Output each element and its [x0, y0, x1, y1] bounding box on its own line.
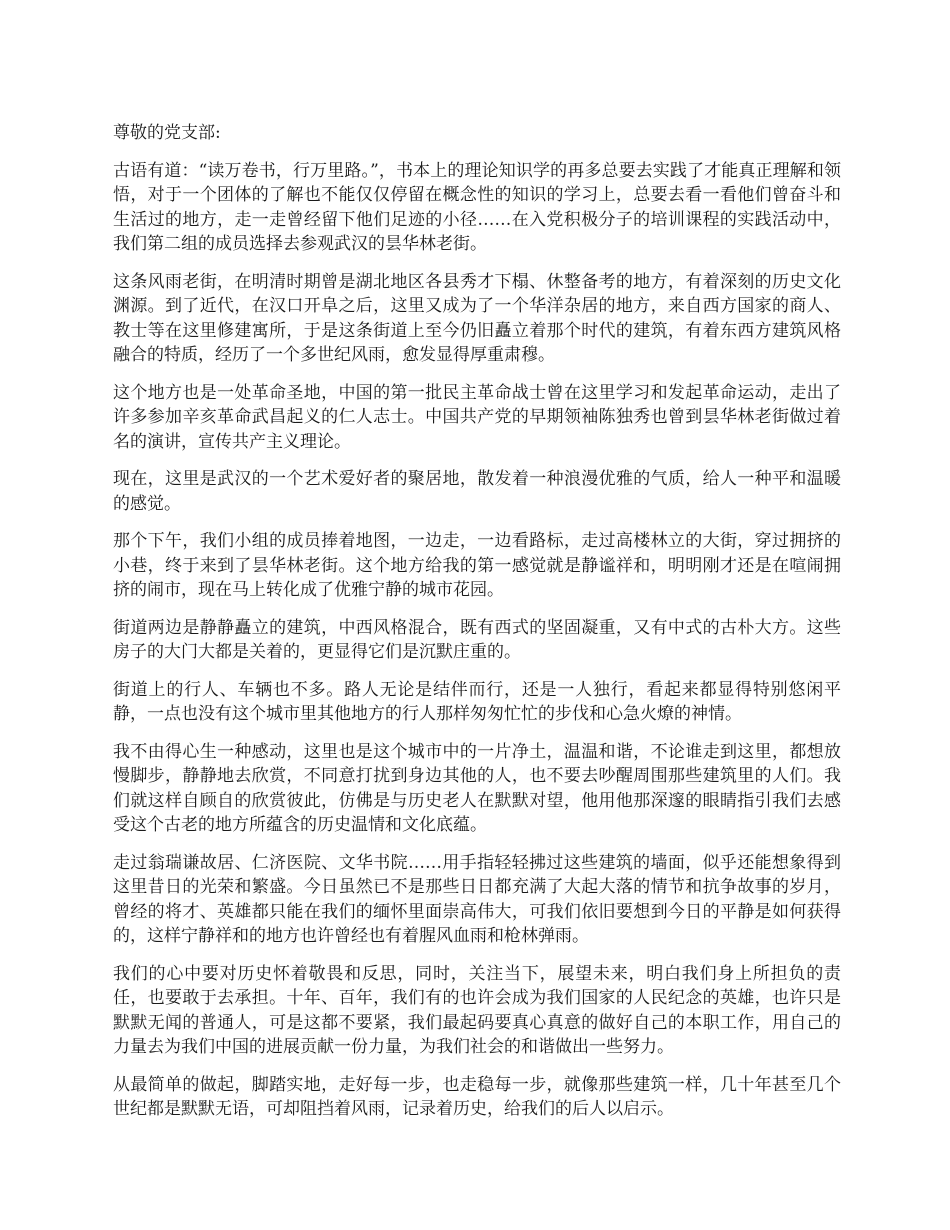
paragraph: 街道两边是静静矗立的建筑，中西风格混合，既有西式的坚固凝重，又有中式的古朴大方。这些房子的大门大都是关着的，更显得它们是沉默庄重的。 — [113, 617, 841, 662]
document-body — [113, 121, 841, 1135]
paragraph: 这个地方也是一处革命圣地，中国的第一批民主革命战士曾在这里学习和发起革命运动，走出了许多参加辛亥革命武昌起义的仁人志士。中国共产党的早期领袖陈独秀也曾到昙华林老街做过着名的演讲，宣传共产主义理论。 — [113, 382, 841, 452]
paragraph: 古语有道：“读万卷书，行万里路。”，书本上的理论知识学的再多总要去实践了才能真正理解和领悟，对于一个团体的了解也不能仅仅停留在概念性的知识的学习上，总要去看一看他们曾奋斗和生活过的地方，走一走曾经留下他们足迹的小径……在入党积极分子的培训课程的实践活动中，我们第二组的成员选择去参观武汉的昙华林老街。 — [113, 160, 841, 254]
paragraph: 从最简单的做起，脚踏实地，走好每一步，也走稳每一步，就像那些建筑一样，几十年甚至几个世纪都是默默无语，可却阻挡着风雨，记录着历史，给我们的后人以启示。 — [113, 1074, 841, 1119]
paragraph: 街道上的行人、车辆也不多。路人无论是结伴而行，还是一人独行，看起来都显得特别悠闲平静，一点也没有这个城市里其他地方的行人那样匆匆忙忙的步伐和心急火燎的神情。 — [113, 679, 841, 724]
paragraph: 我不由得心生一种感动，这里也是这个城市中的一片净土，温温和谐，不论谁走到这里，都想放慢脚步，静静地去欣赏，不同意打扰到身边其他的人，也不要去吵醒周围那些建筑里的人们。我们就这样自顾自的欣赏彼此，仿佛是与历史老人在默默对望，他用他那深邃的眼睛指引我们去感受这个古老的地方所蕴含的历史温情和文化底蕴。 — [113, 741, 841, 835]
paragraph: 走过翁瑞谦故居、仁济医院、文华书院……用手指轻轻拂过这些建筑的墙面，似乎还能想象得到这里昔日的光荣和繁盛。今日虽然已不是那些日日都充满了大起大落的情节和抗争故事的岁月，曾经的将才、英雄都只能在我们的缅怀里面崇高伟大，可我们依旧要想到今日的平静是如何获得的，这样宁静祥和的地方也许曾经也有着腥风血雨和枪林弹雨。 — [113, 852, 841, 946]
paragraph: 那个下午，我们小组的成员捧着地图，一边走，一边看路标，走过高楼林立的大街，穿过拥挤的小巷，终于来到了昙华林老街。这个地方给我的第一感觉就是静谧祥和，明明刚才还是在喧闹拥挤的闹市，现在马上转化成了优雅宁静的城市花园。 — [113, 531, 841, 600]
paragraph: 我们的心中要对历史怀着敬畏和反思，同时，关注当下，展望未来，明白我们身上所担负的责任，也要敢于去承担。十年、百年，我们有的也许会成为我们国家的人民纪念的英雄，也许只是默默无闻的普通人，可是这都不要紧，我们最起码要真心真意的做好自己的本职工作，用自己的力量去为我们中国的进展贡献一份力量，为我们社会的和谐做出一些努力。 — [113, 963, 841, 1057]
salutation: 尊敬的党支部: — [113, 123, 221, 143]
paragraph: 现在，这里是武汉的一个艺术爱好者的聚居地，散发着一种浪漫优雅的气质，给人一种平和温暖的感觉。 — [113, 469, 841, 514]
paragraph: 这条风雨老街，在明清时期曾是湖北地区各县秀才下榻、休整备考的地方，有着深刻的历史文化渊源。到了近代，在汉口开阜之后，这里又成为了一个华洋杂居的地方，来自西方国家的商人、教士等在这里修建寓所，于是这条街道上至今仍旧矗立着那个时代的建筑，有着东西方建筑风格融合的特质，经历了一个多世纪风雨，愈发显得厚重肃穆。 — [113, 271, 841, 365]
